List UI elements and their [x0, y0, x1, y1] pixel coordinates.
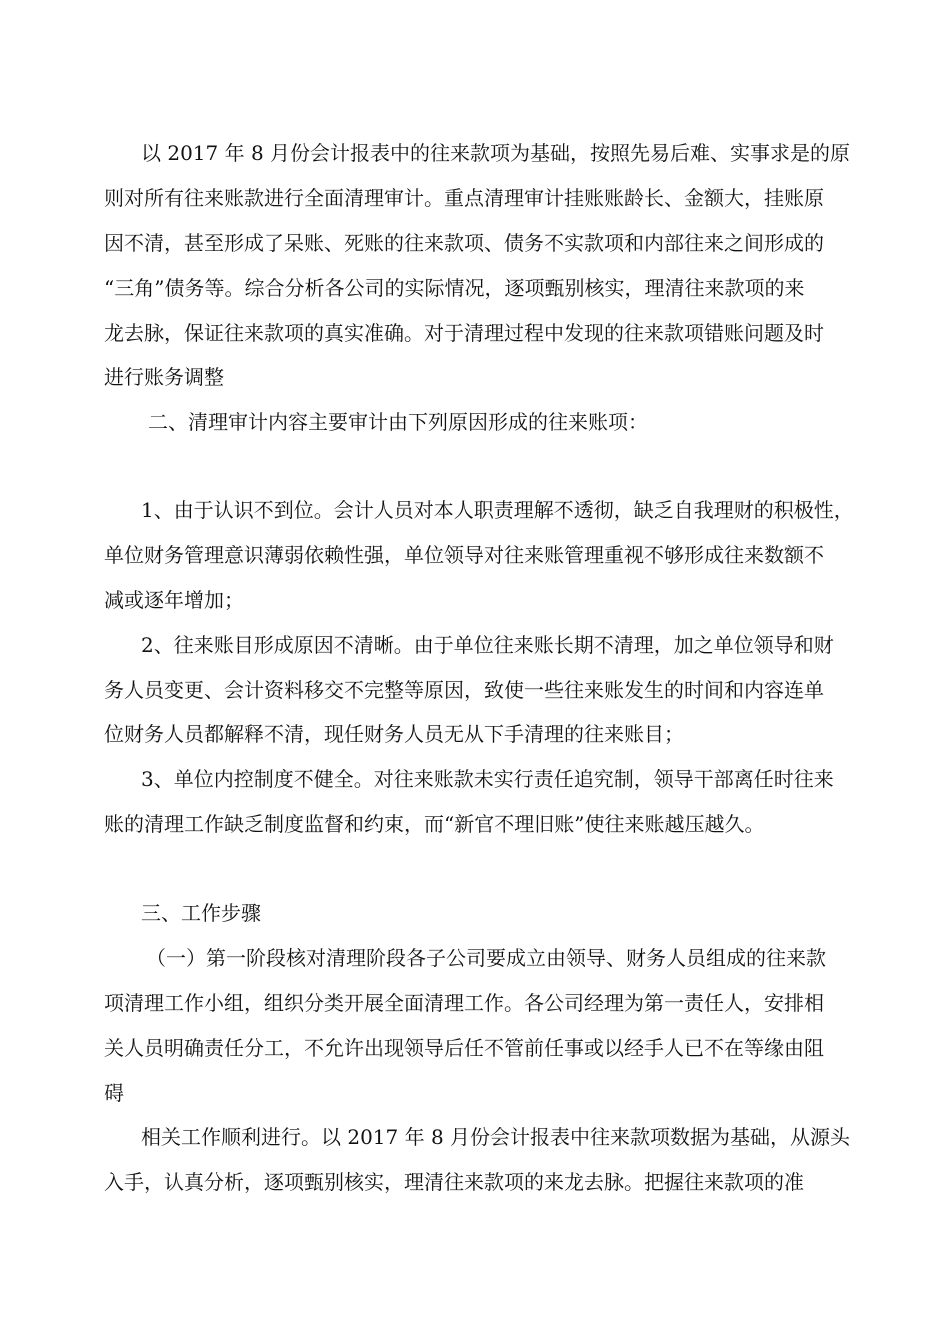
paragraph-line: 因不清，甚至形成了呆账、死账的往来款项、债务不实款项和内部往来之间形成的	[104, 231, 824, 255]
list-item-line: 减或逐年增加；	[104, 588, 244, 612]
section-heading: 三、工作步骤	[141, 901, 261, 925]
paragraph-line: （一）第一阶段核对清理阶段各子公司要成立由领导、财务人员组成的往来款	[146, 946, 826, 970]
list-item-line: 单位财务管理意识薄弱依赖性强，单位领导对往来账管理重视不够形成往来数额不	[104, 543, 824, 567]
paragraph-line: 龙去脉，保证往来款项的真实准确。对于清理过程中发现的往来款项错账问题及时	[104, 321, 824, 345]
list-item-line: 账的清理工作缺乏制度监督和约束，而“新官不理旧账”使往来账越压越久。	[104, 812, 765, 836]
paragraph-line: “三角”债务等。综合分析各公司的实际情况，逐项甄别核实，理清往来款项的来	[104, 276, 805, 300]
paragraph-line: 项清理工作小组，组织分类开展全面清理工作。各公司经理为第一责任人，安排相	[104, 991, 824, 1015]
list-item-line: 2、往来账目形成原因不清晰。由于单位往来账长期不清理，加之单位领导和财	[141, 633, 834, 657]
paragraph-line: 相关工作顺利进行。以 2017 年 8 月份会计报表中往来款项数据为基础，从源头	[141, 1125, 851, 1149]
paragraph-line: 进行账务调整	[104, 365, 224, 389]
paragraph-line: 关人员明确责任分工，不允许出现领导后任不管前任事或以经手人已不在等缘由阻	[104, 1036, 824, 1060]
paragraph-line: 则对所有往来账款进行全面清理审计。重点清理审计挂账账龄长、金额大，挂账原	[104, 186, 824, 210]
list-item-line: 3、单位内控制度不健全。对往来账款未实行责任追究制，领导干部离任时往来	[141, 767, 834, 791]
paragraph-line: 以 2017 年 8 月份会计报表中的往来款项为基础，按照先易后难、实事求是的原	[141, 141, 851, 165]
list-item-line: 位财务人员都解释不清，现任财务人员无从下手清理的往来账目；	[104, 722, 684, 746]
section-heading: 二、清理审计内容主要审计由下列原因形成的往来账项：	[148, 410, 648, 434]
list-item-line: 1、由于认识不到位。会计人员对本人职责理解不透彻，缺乏自我理财的积极性，	[141, 498, 854, 522]
list-item-line: 务人员变更、会计资料移交不完整等原因，致使一些往来账发生的时间和内容连单	[104, 678, 824, 702]
paragraph-line: 入手，认真分析，逐项甄别核实，理清往来款项的来龙去脉。把握往来款项的准	[104, 1170, 804, 1194]
paragraph-line: 碍	[104, 1081, 124, 1105]
